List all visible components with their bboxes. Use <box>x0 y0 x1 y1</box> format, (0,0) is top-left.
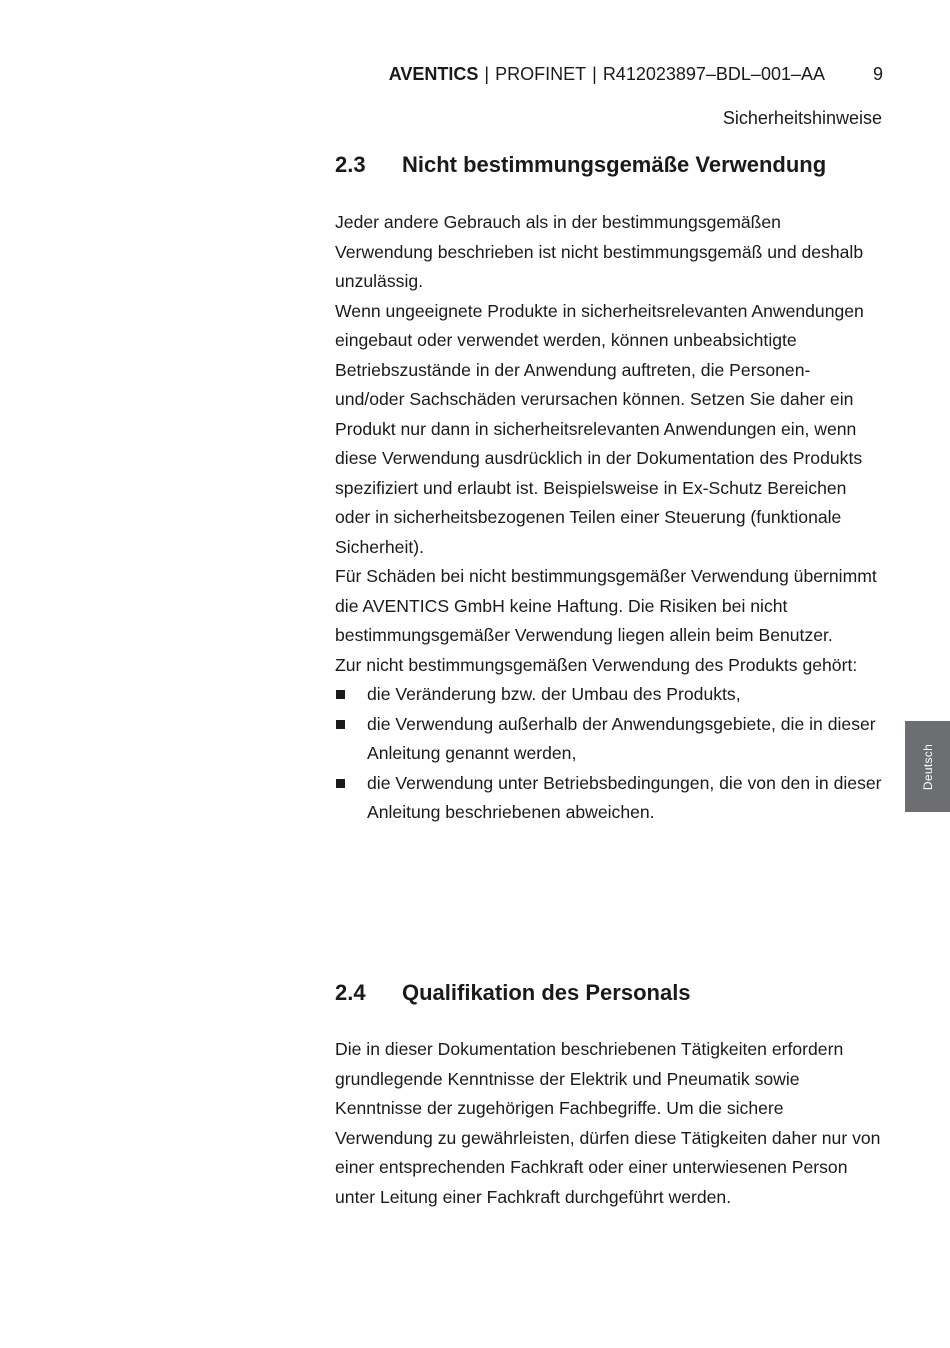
square-bullet-icon <box>336 779 345 788</box>
list-item <box>335 680 883 710</box>
bullet-list <box>335 680 883 828</box>
paragraph: Zur nicht bestimmungsgemäßen Verwendung des Produkts gehört: <box>335 654 858 675</box>
paragraph: Jeder andere Gebrauch als in der bestimmungsgemäßen Verwendung beschrieben ist nicht bestimmungsgemäß und deshalb unzulässig. <box>335 212 864 291</box>
section-body-2-4 <box>335 1035 883 1212</box>
list-item <box>335 710 883 769</box>
square-bullet-icon <box>336 690 345 699</box>
header-separator: | <box>592 64 597 84</box>
document-number: R412023897–BDL–001–AA <box>602 64 825 84</box>
section-number: 2.4 <box>335 980 366 1005</box>
paragraph: Die in dieser Dokumentation beschriebenen Tätigkeiten erfordern grundlegende Kenntnisse der Elektrik und Pneumatik sowie Kenntnisse der zugehörigen Fachbegriffe. Um die sichere Verwendung zu gewährleisten, dürfen diese Tätigkeiten daher nur von einer entsprechenden Fachkraft oder einer unterwiesenen Person unter Leitung einer Fachkraft durchgeführt werden. <box>335 1039 881 1207</box>
language-tab-label: Deutsch <box>920 743 935 790</box>
list-item-text: die Veränderung bzw. der Umbau des Produkts, <box>367 684 741 704</box>
page-header <box>335 62 883 86</box>
section-title: Nicht bestimmungsgemäße Verwendung <box>402 152 827 177</box>
page-number: 9 <box>872 64 883 84</box>
brand-name: AVENTICS <box>388 64 479 84</box>
list-item-text: die Verwendung außerhalb der Anwendungsgebiete, die in dieser Anleitung genannt werden, <box>367 713 876 763</box>
section-heading-2-3 <box>335 151 883 179</box>
product-name: PROFINET <box>495 64 587 84</box>
chapter-title: Sicherheitshinweise <box>722 108 882 128</box>
section-body-2-3 <box>335 208 883 828</box>
list-item <box>335 769 883 828</box>
header-line <box>335 62 883 86</box>
header-separator: | <box>484 64 490 84</box>
section-number: 2.3 <box>335 152 366 177</box>
language-tab <box>905 721 950 812</box>
list-item-text: die Verwendung unter Betriebsbedingungen, die von den in dieser Anleitung beschriebenen abweichen. <box>367 772 882 822</box>
square-bullet-icon <box>336 720 345 729</box>
section-heading-2-4 <box>335 979 883 1007</box>
section-title: Qualifikation des Personals <box>402 980 691 1005</box>
paragraph: Wenn ungeeignete Produkte in sicherheitsrelevanten Anwendungen eingebaut oder verwendet werden, können unbeabsichtigte Betriebszustände in der Anwendung auftreten, die Personen- und/oder Sachschäden verursachen können. Setzen Sie daher ein Produkt nur dann in sicherheitsrelevanten Anwendungen ein, wenn diese Verwendung ausdrücklich in der Dokumentation des Produkts spezifiziert und erlaubt ist. Beispielsweise in Ex-Schutz Bereichen oder in sicherheitsbezogenen Teilen einer Steuerung (funktionale Sicherheit). <box>335 300 864 557</box>
paragraph: Für Schäden bei nicht bestimmungsgemäßer Verwendung übernimmt die AVENTICS GmbH keine Haftung. Die Risiken bei nicht bestimmungsgemäßer Verwendung liegen allein beim Benutzer. <box>335 566 877 645</box>
